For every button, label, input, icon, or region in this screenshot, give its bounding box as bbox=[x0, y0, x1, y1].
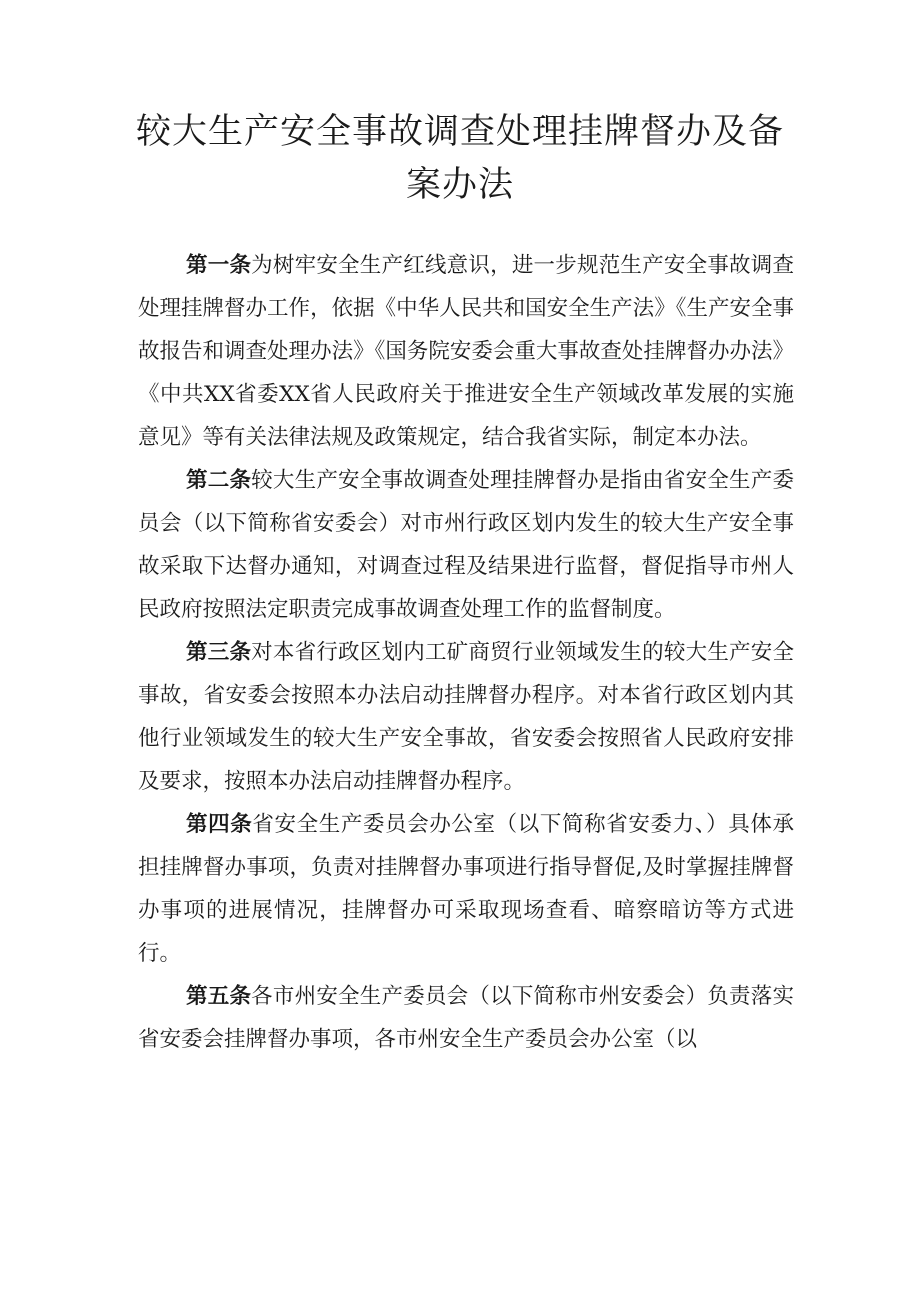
document-body bbox=[138, 244, 794, 1061]
article-2 bbox=[138, 459, 794, 631]
article-text: 较大生产安全事故调查处理挂牌督办是指由省安全生产委员会（以下简称省安委会）对市州行政区划内发生的较大生产安全事故采取下达督办通知，对调查过程及结果进行监督，督促指导市州人民政府按照法定职责完成事故调查处理工作的监督制度。 bbox=[138, 468, 794, 622]
article-text: 各市州安全生产委员会（以下简称市州安委会）负责落实省安委会挂牌督办事项，各市州安全生产委员会办公室（以 bbox=[138, 984, 794, 1052]
article-number: 第二条 bbox=[186, 468, 252, 493]
article-text: 省安全生产委员会办公室（以下简称省安委力、）具体承担挂牌督办事项，负责对挂牌督办事项进行指导督促,及时掌握挂牌督办事项的进展情况，挂牌督办可采取现场查看、暗察暗访等方式进行。 bbox=[138, 812, 794, 966]
article-number: 第三条 bbox=[186, 640, 252, 665]
document-title: 较大生产安全事故调查处理挂牌督办及备案办法 bbox=[135, 112, 784, 205]
article-text: 对本省行政区划内工矿商贸行业领域发生的较大生产安全事故，省安委会按照本办法启动挂牌督办程序。对本省行政区划内其他行业领域发生的较大生产安全事故，省安委会按照省人民政府安排及要求，按照本办法启动挂牌督办程序。 bbox=[138, 640, 794, 794]
article-1 bbox=[138, 244, 794, 459]
article-number: 第五条 bbox=[186, 984, 252, 1009]
article-number: 第一条 bbox=[186, 253, 252, 278]
article-4 bbox=[138, 803, 794, 975]
article-number: 第四条 bbox=[186, 812, 253, 837]
article-text: 为树牢安全生产红线意识，进一步规范生产安全事故调查处理挂牌督办工作，依据《中华人民共和国安全生产法》《生产安全事故报告和调查处理办法》《国务院安委会重大事故查处挂牌督办办法》《中共XX省委XX省人民政府关于推进安全生产领域改革发展的实施意见》等有关法律法规及政策规定，结合我省实际，制定本办法。 bbox=[138, 253, 794, 450]
article-5 bbox=[138, 975, 794, 1061]
article-3 bbox=[138, 631, 794, 803]
